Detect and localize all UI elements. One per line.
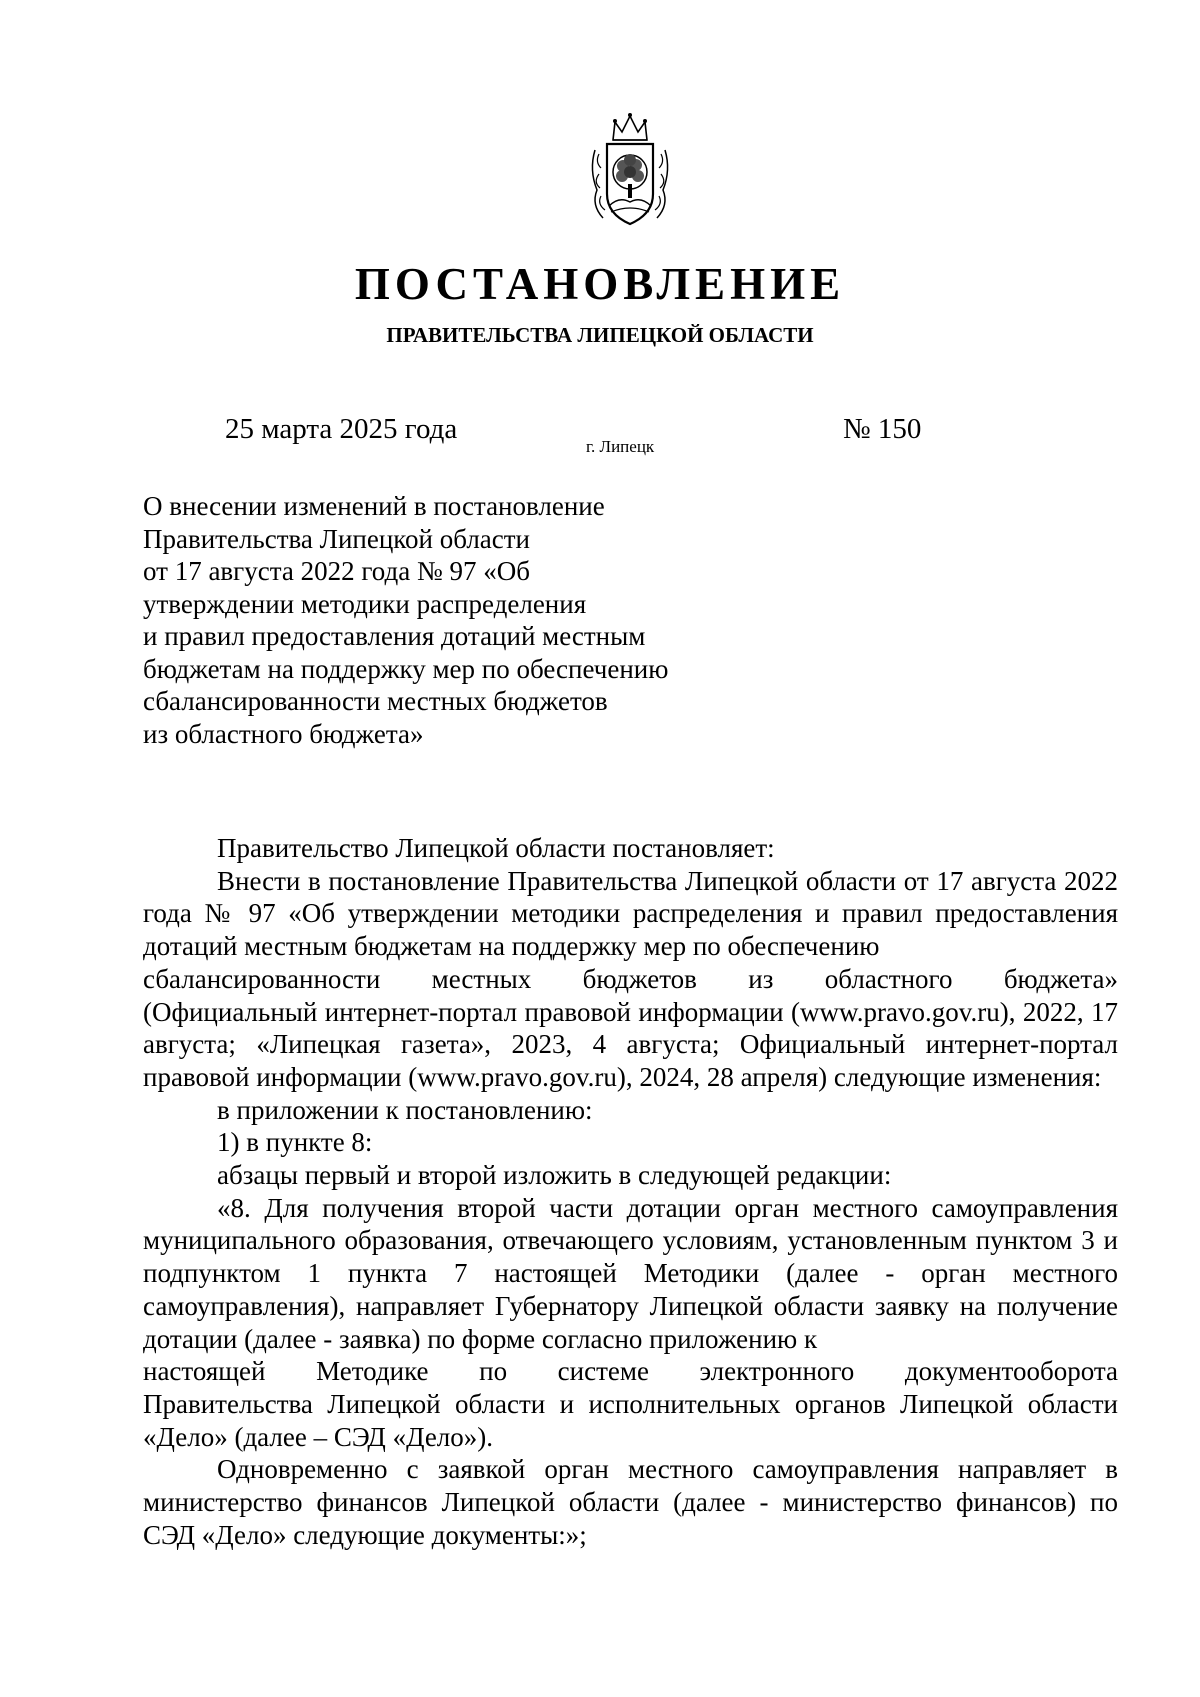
document-city: г. Липецк [586, 437, 655, 456]
document-date: 25 марта 2025 года [225, 413, 458, 445]
heading-line: утверждении методики распределения [143, 588, 587, 619]
amendment-paragraph: Внести в постановление Правительства Липецкой области от 17 августа 2022 года № 97 «Об утверждении методики распределения и правил предоставления дотаций местным бюджетам на поддержку мер по обеспечению [143, 865, 1118, 962]
heading-line: бюджетам на поддержку мер по обеспечению [143, 653, 669, 684]
item-paragraph: 1) в пункте 8: [217, 1127, 373, 1158]
heading-line: и правил предоставления дотаций местным [143, 621, 646, 651]
heading-line: сбалансированности местных бюджетов [143, 686, 608, 716]
document-title: ПОСТАНОВЛЕНИЕ [354, 259, 846, 309]
document-number: № 150 [843, 413, 922, 445]
new-wording-paragraph: «8. Для получения второй части дотации орган местного самоуправления муниципального образования, отвечающего условиям, установленным пунктом 3 и подпунктом 1 пункта 7 настоящей Методики (далее - орган местного самоуправления), направляет Губернатору Липецкой области заявку на получение дотации (далее - заявка) по форме согласно приложению к [143, 1192, 1118, 1354]
document-subtitle: ПРАВИТЕЛЬСТВА ЛИПЕЦКОЙ ОБЛАСТИ [386, 323, 814, 347]
new-wording-paragraph-end: Правительства Липецкой области и исполнительных органов Липецкой области «Дело» (далее – СЭД «Дело»). [143, 1388, 1118, 1452]
paragraphs-instruction: абзацы первый и второй изложить в следующей редакции: [217, 1160, 892, 1191]
new-wording-paragraph-line: настоящей Методике по системе электронного документооборота [143, 1356, 1118, 1387]
heading-line: из областного бюджета» [143, 718, 424, 749]
simultaneous-documents-paragraph: Одновременно с заявкой орган местного самоуправления направляет в министерство финансов Липецкой области (далее - министерство финансов) по СЭД «Дело» следующие документы:»; [143, 1454, 1118, 1550]
heading-line: Правительства Липецкой области [143, 523, 531, 554]
document-body [143, 832, 1118, 1551]
heading-line: О внесении изменений в постановление [143, 491, 605, 521]
heading-line: от 17 августа 2022 года № 97 «Об [143, 556, 530, 586]
amendment-paragraph-sources: (Официальный интернет-портал правовой информации (www.pravo.gov.ru), 2022, 17 августа; «Липецкая газета», 2023, 4 августа; Официальный интернет-портал правовой информации (www.pravo.gov.ru), 2024, 28 апреля) следующие изменения: [143, 996, 1118, 1092]
appendix-paragraph: в приложении к постановлению: [217, 1094, 593, 1125]
preamble-paragraph: Правительство Липецкой области постановляет: [217, 833, 775, 863]
coat-of-arms-emblem [585, 110, 675, 232]
document-heading [143, 490, 763, 750]
amendment-paragraph-line: сбалансированности местных бюджетов из областного бюджета» [143, 963, 1118, 994]
